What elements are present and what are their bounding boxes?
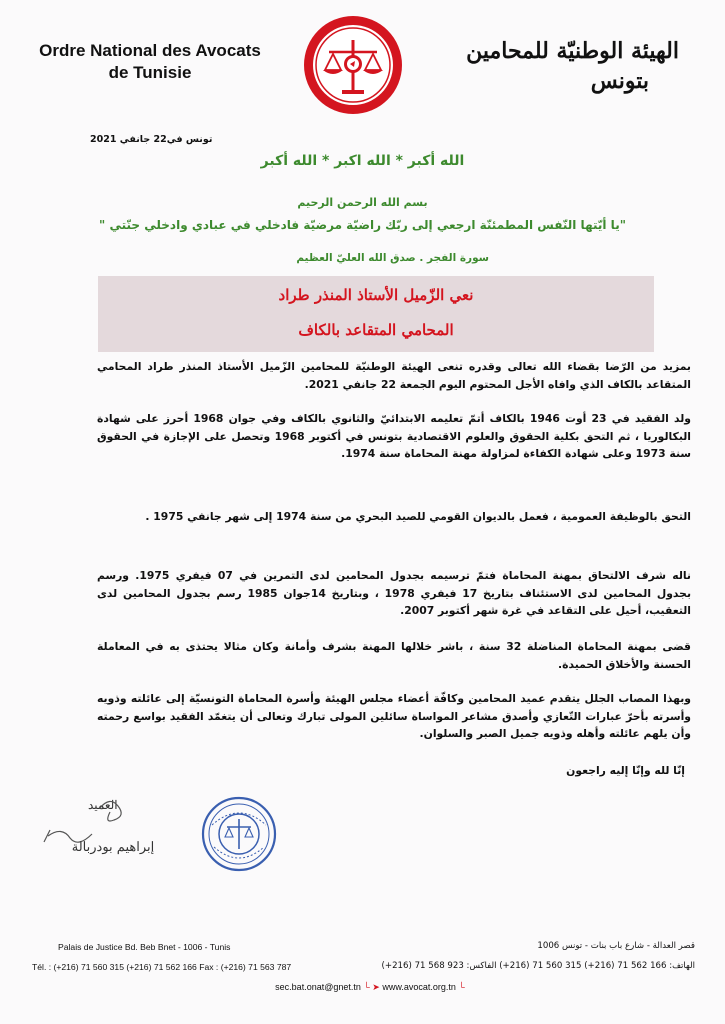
- signatory-name: إبراهيم بودربالة: [71, 840, 155, 855]
- paragraph-public-service: التحق بالوظيفة العمومية ، فعمل بالديوان القومي للصيد البحري من سنة 1974 إلى شهر جانفي 1975 .: [145, 510, 691, 523]
- org-name-arabic: [439, 36, 679, 96]
- takbir-line: الله أكبر * الله اكبر * الله أكبر: [260, 153, 465, 169]
- arrow-right-icon: ➤: [372, 982, 380, 992]
- footer-address-arabic: قصر العدالة - شارع باب بنات - تونس 1006: [537, 941, 695, 951]
- org-name-french-line2: de Tunisie: [108, 63, 192, 82]
- basmala-line: بسم الله الرحمن الرحيم: [297, 196, 428, 209]
- org-name-french-line1: Ordre National des Avocats: [39, 41, 261, 60]
- signature-scribble-icon: [40, 790, 175, 870]
- official-seal-stamp-icon: [200, 795, 278, 873]
- paragraph-service-years: قضى بمهنة المحاماة المناضلة 32 سنة ، باشر خلالها المهنة بشرف وأمانة وكان مثالا يحتذى به في المعاملة الحسنة والأخلاق الحميدة.: [97, 640, 692, 671]
- banner-subtitle: المحامي المتقاعد بالكاف: [298, 321, 454, 339]
- footer-contact: [240, 982, 500, 993]
- paragraph-condolences: وبهذا المصاب الجلل يتقدم عميد المحامين وكافّة أعضاء مجلس الهيئة وأسرة المحاماة التونسيّة إلى عائلته وذويه وأسرته بأحرّ عبارات التّعازي وأصدق مشاعر المواساة سائلين المولى تبارك وتعالى أن يتغمّد الفقيد بواسع رحمته وأن يلهم عائلته وأهله وذويه جميل الصبر والسلوان.: [97, 692, 691, 740]
- email-link[interactable]: sec.bat.onat@gnet.tn: [275, 982, 361, 992]
- signature-title: العميد: [88, 798, 118, 812]
- scales-of-justice-emblem-icon: [302, 14, 404, 116]
- banner-title: نعي الزّميل الأستاذ المنذر طراد: [278, 286, 474, 304]
- separator-glyph-end: └: [458, 982, 465, 992]
- document-date: تونس في22 جانفي 2021: [90, 134, 213, 145]
- quran-verse: "يا أيّتها النّفس المطمئنّة ارجعي إلى ربّك راضيّة مرضيّة فادخلي في عبادي وادخلي جنّتي ": [99, 218, 626, 232]
- footer-phones-french: Tél. : (+216) 71 560 315 (+216) 71 562 166 Fax : (+216) 71 563 787: [32, 962, 292, 972]
- website-link[interactable]: www.avocat.org.tn: [382, 982, 456, 992]
- org-name-arabic-line2: بتونس: [590, 68, 649, 94]
- org-name-arabic-line1: الهيئة الوطنيّة للمحامين: [466, 38, 679, 64]
- closing-phrase: إنّا لله وإنّا إليه راجعون: [566, 764, 685, 777]
- paragraph-career: ناله شرف الالتحاق بمهنة المحاماة فتمّ ترسيمه بجدول المحامين لدى التمرين في 07 فيفري 1975. ورسم بجدول المحامين لدى الاستئناف بتاريخ 17 فيفري 1978 ، وبتاريخ 14جوان 1985 رسم بجدول المحامين لدى التعقيب، أحيل على التقاعد في غرة شهر أكتوبر 2007.: [97, 569, 691, 617]
- separator-glyph: └: [363, 982, 370, 992]
- footer-address-french: Palais de Justice Bd. Beb Bnet - 1006 - Tunis: [58, 942, 231, 952]
- org-name-french: [30, 40, 270, 84]
- footer-phones-arabic: الهاتف: 166 562 71 (216+) 315 560 71 (216+) الفاكس: 923 568 71 (216+): [381, 961, 695, 971]
- obituary-banner: [98, 276, 654, 352]
- surah-reference: سورة الفجر . صدق الله العليّ العظيم: [296, 252, 489, 264]
- paragraph-biography: ولد الفقيد في 23 أوت 1946 بالكاف أتمّ تعليمه الابتدائيّ والثانوي بالكاف وفي جوان 1968 أحرز على شهادة البكالوريا ، ثم التحق بكلية الحقوق والعلوم الاقتصادية بتونس في أكتوبر 1968 وتحصل على الإجازة في الحقوق سنة 1973 وعلى شهادة الكفاءة لمزاولة مهنة المحاماة سنة 1974.: [97, 412, 691, 460]
- paragraph-announcement: بمزيد من الرّضا بقضاء الله تعالى وقدره تنعى الهيئة الوطنيّة للمحامين الزّميل الأستاذ المنذر طراد المحامي المتقاعد بالكاف الذي وافاه الأجل المحتوم اليوم الجمعة 22 جانفي 2021.: [97, 360, 691, 391]
